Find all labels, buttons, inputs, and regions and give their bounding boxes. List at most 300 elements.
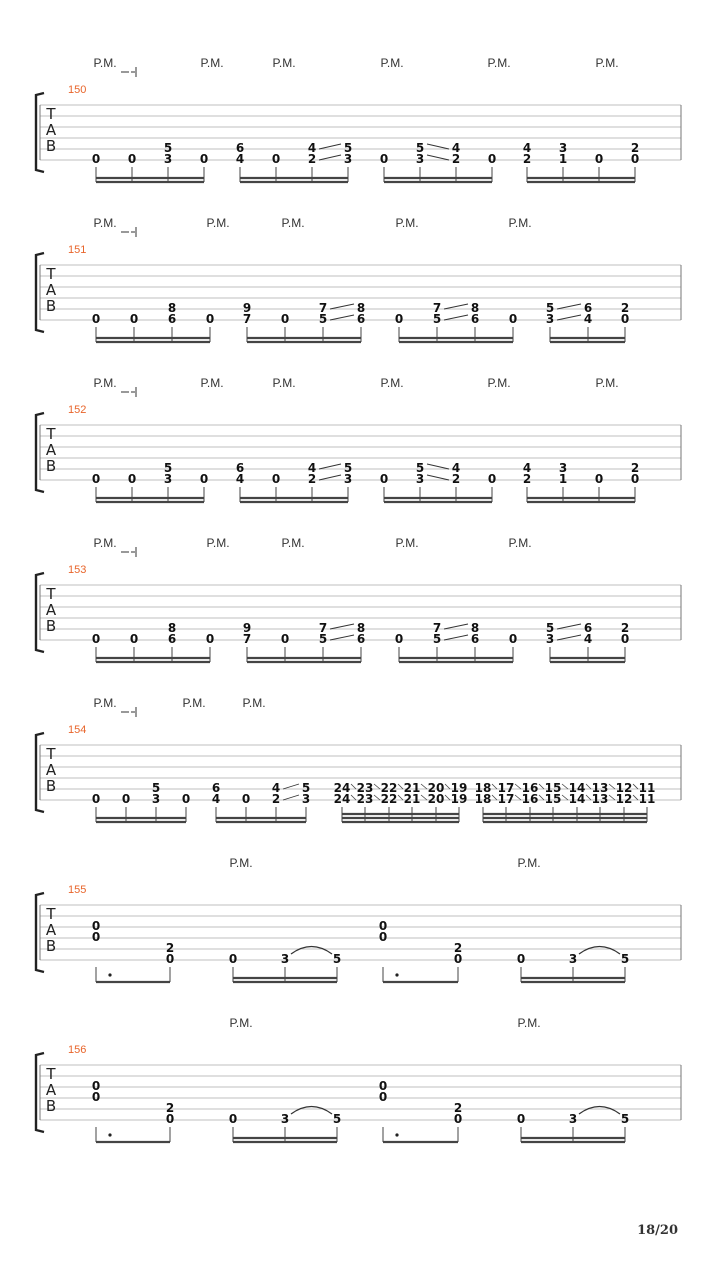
fret-number: 14 [568, 781, 586, 795]
fret-number: 13 [591, 781, 609, 795]
slide-line [374, 784, 380, 789]
fret-number: 6 [235, 461, 245, 475]
slide-line [492, 784, 497, 789]
fret-number: 0 [241, 792, 251, 806]
fret-number: 3 [280, 1112, 290, 1126]
fret-number: 0 [199, 472, 209, 486]
slide-line [398, 795, 403, 800]
palm-mute-marker: P.M. [595, 376, 619, 390]
measure-number: 150 [68, 84, 87, 96]
palm-mute-marker: P.M. [206, 536, 230, 550]
fret-number: 24 [333, 781, 351, 795]
fret-number: 0 [378, 1090, 388, 1104]
rhythm-dot [395, 973, 398, 976]
note-group [92, 1079, 174, 1142]
fret-number: 7 [318, 301, 328, 315]
palm-mute-marker: P.M. [206, 216, 230, 230]
palm-mute-marker: P.M. [93, 216, 117, 230]
fret-number: 4 [583, 632, 593, 646]
fret-number: 5 [415, 461, 425, 475]
tab-clef-letter: T [46, 1065, 56, 1083]
fret-number: 0 [181, 792, 191, 806]
palm-mute-marker: P.M. [380, 56, 404, 70]
palm-mute-marker: P.M. [487, 376, 511, 390]
fret-number: 9 [242, 621, 252, 635]
fret-number: 1 [558, 472, 568, 486]
fret-number: 6 [356, 312, 366, 326]
fret-number: 18 [474, 792, 492, 806]
fret-number: 9 [242, 301, 252, 315]
tab-system-150 [36, 56, 681, 182]
fret-number: 24 [333, 792, 351, 806]
note-group [546, 621, 629, 662]
slide-line [586, 795, 591, 800]
note-group [92, 141, 208, 182]
fret-number: 0 [91, 930, 101, 944]
tab-clef-letter: T [46, 265, 56, 283]
note-group [92, 621, 214, 662]
fret-number: 2 [453, 941, 463, 955]
fret-number: 0 [630, 472, 640, 486]
tab-clef-letter: B [45, 937, 57, 955]
fret-number: 0 [487, 472, 497, 486]
tab-clef-letter: A [45, 601, 57, 619]
palm-mute-marker: P.M. [200, 56, 224, 70]
note-group [517, 947, 629, 983]
slide-line [562, 795, 568, 800]
slide-line [319, 155, 341, 160]
fret-number: 6 [583, 621, 593, 635]
fret-number: 4 [522, 141, 532, 155]
slide-line [609, 784, 615, 789]
slide-line [515, 795, 521, 800]
slide-line [283, 784, 299, 789]
fret-number: 0 [271, 472, 281, 486]
fret-number: 2 [307, 152, 317, 166]
hammer-on-arc [291, 947, 332, 955]
fret-number: 0 [516, 952, 526, 966]
note-group [92, 781, 190, 822]
tab-system-154 [36, 696, 681, 822]
fret-number: 0 [280, 312, 290, 326]
slide-line [319, 464, 341, 469]
palm-mute-marker: P.M. [517, 856, 541, 870]
slide-line [557, 635, 581, 640]
slide-line [609, 795, 615, 800]
slide-line [427, 475, 449, 480]
palm-mute-marker: P.M. [395, 216, 419, 230]
fret-number: 6 [470, 632, 480, 646]
fret-number: 4 [522, 461, 532, 475]
fret-number: 0 [453, 1112, 463, 1126]
fret-number: 6 [167, 632, 177, 646]
tab-clef-letter: T [46, 425, 56, 443]
fret-number: 16 [521, 792, 539, 806]
fret-number: 20 [427, 781, 445, 795]
fret-number: 0 [199, 152, 209, 166]
fret-number: 6 [470, 312, 480, 326]
tab-clef-letter: B [45, 777, 57, 795]
fret-number: 0 [91, 472, 101, 486]
slide-line [444, 304, 468, 309]
fret-number: 0 [394, 632, 404, 646]
palm-mute-marker: P.M. [517, 1016, 541, 1030]
fret-number: 0 [127, 152, 137, 166]
fret-number: 22 [380, 792, 398, 806]
slide-line [557, 624, 581, 629]
note-group [229, 947, 341, 983]
tab-system-155 [36, 856, 681, 982]
fret-number: 0 [91, 152, 101, 166]
slide-line [319, 144, 341, 149]
fret-number: 0 [121, 792, 131, 806]
palm-mute-marker: P.M. [281, 536, 305, 550]
slide-line [351, 795, 356, 800]
fret-number: 0 [205, 632, 215, 646]
measure-number: 156 [68, 1044, 87, 1056]
slide-line [444, 624, 468, 629]
rhythm-dot [108, 1133, 111, 1136]
fret-number: 3 [568, 952, 578, 966]
fret-number: 0 [91, 1079, 101, 1093]
slide-line [515, 784, 521, 789]
note-group [379, 1079, 462, 1142]
palm-mute-marker: P.M. [93, 536, 117, 550]
note-group [380, 461, 496, 502]
fret-number: 4 [307, 461, 317, 475]
fret-number: 3 [558, 141, 568, 155]
fret-number: 2 [451, 472, 461, 486]
hammer-on-arc [291, 1107, 332, 1115]
tab-system-153 [36, 536, 681, 662]
fret-number: 2 [620, 301, 630, 315]
fret-number: 2 [453, 1101, 463, 1115]
fret-number: 0 [127, 472, 137, 486]
slide-line [427, 464, 449, 469]
fret-number: 2 [620, 621, 630, 635]
fret-number: 13 [591, 792, 609, 806]
fret-number: 6 [583, 301, 593, 315]
note-group [236, 461, 352, 502]
tab-clef-letter: B [45, 617, 57, 635]
fret-number: 0 [516, 1112, 526, 1126]
fret-number: 17 [497, 781, 515, 795]
fret-number: 2 [630, 461, 640, 475]
fret-number: 22 [380, 781, 398, 795]
slide-line [539, 784, 544, 789]
fret-number: 0 [91, 792, 101, 806]
fret-number: 17 [497, 792, 515, 806]
fret-number: 0 [620, 312, 630, 326]
fret-number: 0 [205, 312, 215, 326]
fret-number: 15 [544, 781, 562, 795]
fret-number: 7 [432, 621, 442, 635]
tab-clef-letter: B [45, 297, 57, 315]
fret-number: 8 [470, 621, 480, 635]
fret-number: 20 [427, 792, 445, 806]
slide-line [444, 635, 468, 640]
fret-number: 6 [211, 781, 221, 795]
rhythm-dot [395, 1133, 398, 1136]
slide-line [283, 795, 299, 800]
fret-number: 0 [379, 472, 389, 486]
fret-number: 0 [453, 952, 463, 966]
note-group [523, 141, 639, 182]
fret-number: 0 [487, 152, 497, 166]
fret-number: 3 [151, 792, 161, 806]
tab-system-152 [36, 376, 681, 502]
fret-number: 3 [568, 1112, 578, 1126]
palm-mute-marker: P.M. [487, 56, 511, 70]
slide-line [330, 304, 354, 309]
measure-number: 151 [68, 244, 87, 256]
fret-number: 0 [228, 1112, 238, 1126]
fret-number: 3 [280, 952, 290, 966]
fret-number: 5 [163, 461, 173, 475]
rhythm-dot [108, 973, 111, 976]
palm-mute-marker: P.M. [272, 56, 296, 70]
slide-line [374, 795, 380, 800]
fret-number: 0 [91, 1090, 101, 1104]
fret-number: 5 [163, 141, 173, 155]
fret-number: 0 [394, 312, 404, 326]
fret-number: 3 [301, 792, 311, 806]
slide-line [398, 784, 403, 789]
fret-number: 5 [620, 1112, 630, 1126]
fret-number: 12 [615, 792, 633, 806]
fret-number: 4 [211, 792, 221, 806]
fret-number: 3 [415, 152, 425, 166]
fret-number: 2 [165, 1101, 175, 1115]
palm-mute-marker: P.M. [93, 696, 117, 710]
fret-number: 0 [129, 632, 139, 646]
slide-line [330, 635, 354, 640]
fret-number: 3 [163, 472, 173, 486]
fret-number: 3 [163, 152, 173, 166]
fret-number: 5 [343, 141, 353, 155]
fret-number: 2 [271, 792, 281, 806]
fret-number: 3 [343, 152, 353, 166]
fret-number: 11 [638, 781, 656, 795]
fret-number: 3 [415, 472, 425, 486]
tab-clef-letter: B [45, 457, 57, 475]
tab-clef-letter: T [46, 905, 56, 923]
fret-number: 1 [558, 152, 568, 166]
fret-number: 0 [91, 312, 101, 326]
fret-number: 23 [356, 781, 374, 795]
palm-mute-marker: P.M. [229, 1016, 253, 1030]
note-group [243, 301, 365, 342]
slide-line [421, 784, 427, 789]
slide-line [319, 475, 341, 480]
slide-line [351, 784, 356, 789]
fret-number: 14 [568, 792, 586, 806]
tab-clef-letter: B [45, 1097, 57, 1115]
slide-line [445, 784, 450, 789]
fret-number: 8 [167, 621, 177, 635]
fret-number: 2 [522, 152, 532, 166]
tab-clef-letter: T [46, 105, 56, 123]
tab-clef-letter: T [46, 745, 56, 763]
measure-number: 152 [68, 404, 87, 416]
palm-mute-marker: P.M. [93, 376, 117, 390]
fret-number: 0 [594, 472, 604, 486]
note-group [92, 301, 214, 342]
fret-number: 11 [638, 792, 656, 806]
slide-line [586, 784, 591, 789]
fret-number: 4 [583, 312, 593, 326]
fret-number: 2 [165, 941, 175, 955]
palm-mute-marker: P.M. [380, 376, 404, 390]
fret-number: 5 [620, 952, 630, 966]
fret-number: 0 [228, 952, 238, 966]
fret-number: 5 [332, 1112, 342, 1126]
note-group [243, 621, 365, 662]
fret-number: 5 [318, 632, 328, 646]
fret-number: 5 [545, 621, 555, 635]
palm-mute-marker: P.M. [200, 376, 224, 390]
fret-number: 0 [378, 919, 388, 933]
slide-line [492, 795, 497, 800]
fret-number: 21 [403, 781, 421, 795]
fret-number: 0 [271, 152, 281, 166]
tab-clef-letter: B [45, 137, 57, 155]
slide-line [633, 784, 638, 789]
tab-clef-letter: A [45, 121, 57, 139]
fret-number: 4 [307, 141, 317, 155]
hammer-on-arc [579, 947, 620, 955]
fret-number: 19 [450, 792, 468, 806]
fret-number: 0 [594, 152, 604, 166]
fret-number: 0 [508, 312, 518, 326]
fret-number: 7 [242, 312, 252, 326]
fret-number: 0 [378, 930, 388, 944]
fret-number: 5 [301, 781, 311, 795]
slide-line [562, 784, 568, 789]
palm-mute-marker: P.M. [242, 696, 266, 710]
fret-number: 15 [544, 792, 562, 806]
note-group [380, 141, 496, 182]
slide-line [427, 144, 449, 149]
fret-number: 18 [474, 781, 492, 795]
fret-number: 16 [521, 781, 539, 795]
measure-number: 153 [68, 564, 87, 576]
palm-mute-marker: P.M. [595, 56, 619, 70]
fret-number: 5 [318, 312, 328, 326]
page-number: 18/20 [637, 1223, 678, 1238]
note-group [546, 301, 629, 342]
slide-line [330, 315, 354, 320]
palm-mute-marker: P.M. [508, 536, 532, 550]
fret-number: 2 [522, 472, 532, 486]
fret-number: 2 [451, 152, 461, 166]
slide-line [444, 315, 468, 320]
palm-mute-marker: P.M. [272, 376, 296, 390]
note-group [229, 1107, 341, 1143]
palm-mute-marker: P.M. [395, 536, 419, 550]
fret-number: 3 [343, 472, 353, 486]
fret-number: 5 [545, 301, 555, 315]
fret-number: 4 [235, 152, 245, 166]
fret-number: 0 [129, 312, 139, 326]
slide-line [557, 304, 581, 309]
tab-clef-letter: A [45, 441, 57, 459]
note-group [236, 141, 352, 182]
fret-number: 7 [242, 632, 252, 646]
tab-system-151 [36, 216, 681, 342]
note-group [92, 919, 174, 982]
fret-number: 6 [167, 312, 177, 326]
fret-number: 5 [151, 781, 161, 795]
tab-clef-letter: A [45, 921, 57, 939]
measure-number: 154 [68, 724, 87, 736]
palm-mute-marker: P.M. [182, 696, 206, 710]
fret-number: 0 [508, 632, 518, 646]
fret-number: 19 [450, 781, 468, 795]
note-group [523, 461, 639, 502]
fret-number: 21 [403, 792, 421, 806]
fret-number: 0 [91, 632, 101, 646]
note-group [475, 781, 656, 822]
tab-clef-letter: T [46, 585, 56, 603]
fret-number: 0 [280, 632, 290, 646]
fret-number: 23 [356, 792, 374, 806]
note-group [517, 1107, 629, 1143]
tab-system-156 [36, 1016, 681, 1142]
note-group [379, 919, 462, 982]
fret-number: 0 [91, 919, 101, 933]
fret-number: 8 [167, 301, 177, 315]
fret-number: 5 [432, 632, 442, 646]
note-group [395, 301, 517, 342]
fret-number: 4 [451, 461, 461, 475]
palm-mute-marker: P.M. [281, 216, 305, 230]
fret-number: 7 [318, 621, 328, 635]
fret-number: 12 [615, 781, 633, 795]
slide-line [557, 315, 581, 320]
tab-clef-letter: A [45, 761, 57, 779]
fret-number: 4 [271, 781, 281, 795]
fret-number: 0 [630, 152, 640, 166]
palm-mute-marker: P.M. [229, 856, 253, 870]
measure-number: 155 [68, 884, 87, 896]
fret-number: 8 [356, 621, 366, 635]
slide-line [445, 795, 450, 800]
fret-number: 4 [235, 472, 245, 486]
fret-number: 8 [356, 301, 366, 315]
fret-number: 8 [470, 301, 480, 315]
fret-number: 2 [307, 472, 317, 486]
fret-number: 4 [451, 141, 461, 155]
note-group [395, 621, 517, 662]
fret-number: 5 [332, 952, 342, 966]
fret-number: 6 [235, 141, 245, 155]
note-group [212, 781, 310, 822]
fret-number: 5 [343, 461, 353, 475]
tab-clef-letter: A [45, 1081, 57, 1099]
fret-number: 6 [356, 632, 366, 646]
note-group [334, 781, 468, 822]
fret-number: 7 [432, 301, 442, 315]
slide-line [633, 795, 638, 800]
fret-number: 5 [415, 141, 425, 155]
fret-number: 0 [165, 952, 175, 966]
slide-line [330, 624, 354, 629]
fret-number: 0 [378, 1079, 388, 1093]
slide-line [539, 795, 544, 800]
tab-clef-letter: A [45, 281, 57, 299]
fret-number: 0 [165, 1112, 175, 1126]
